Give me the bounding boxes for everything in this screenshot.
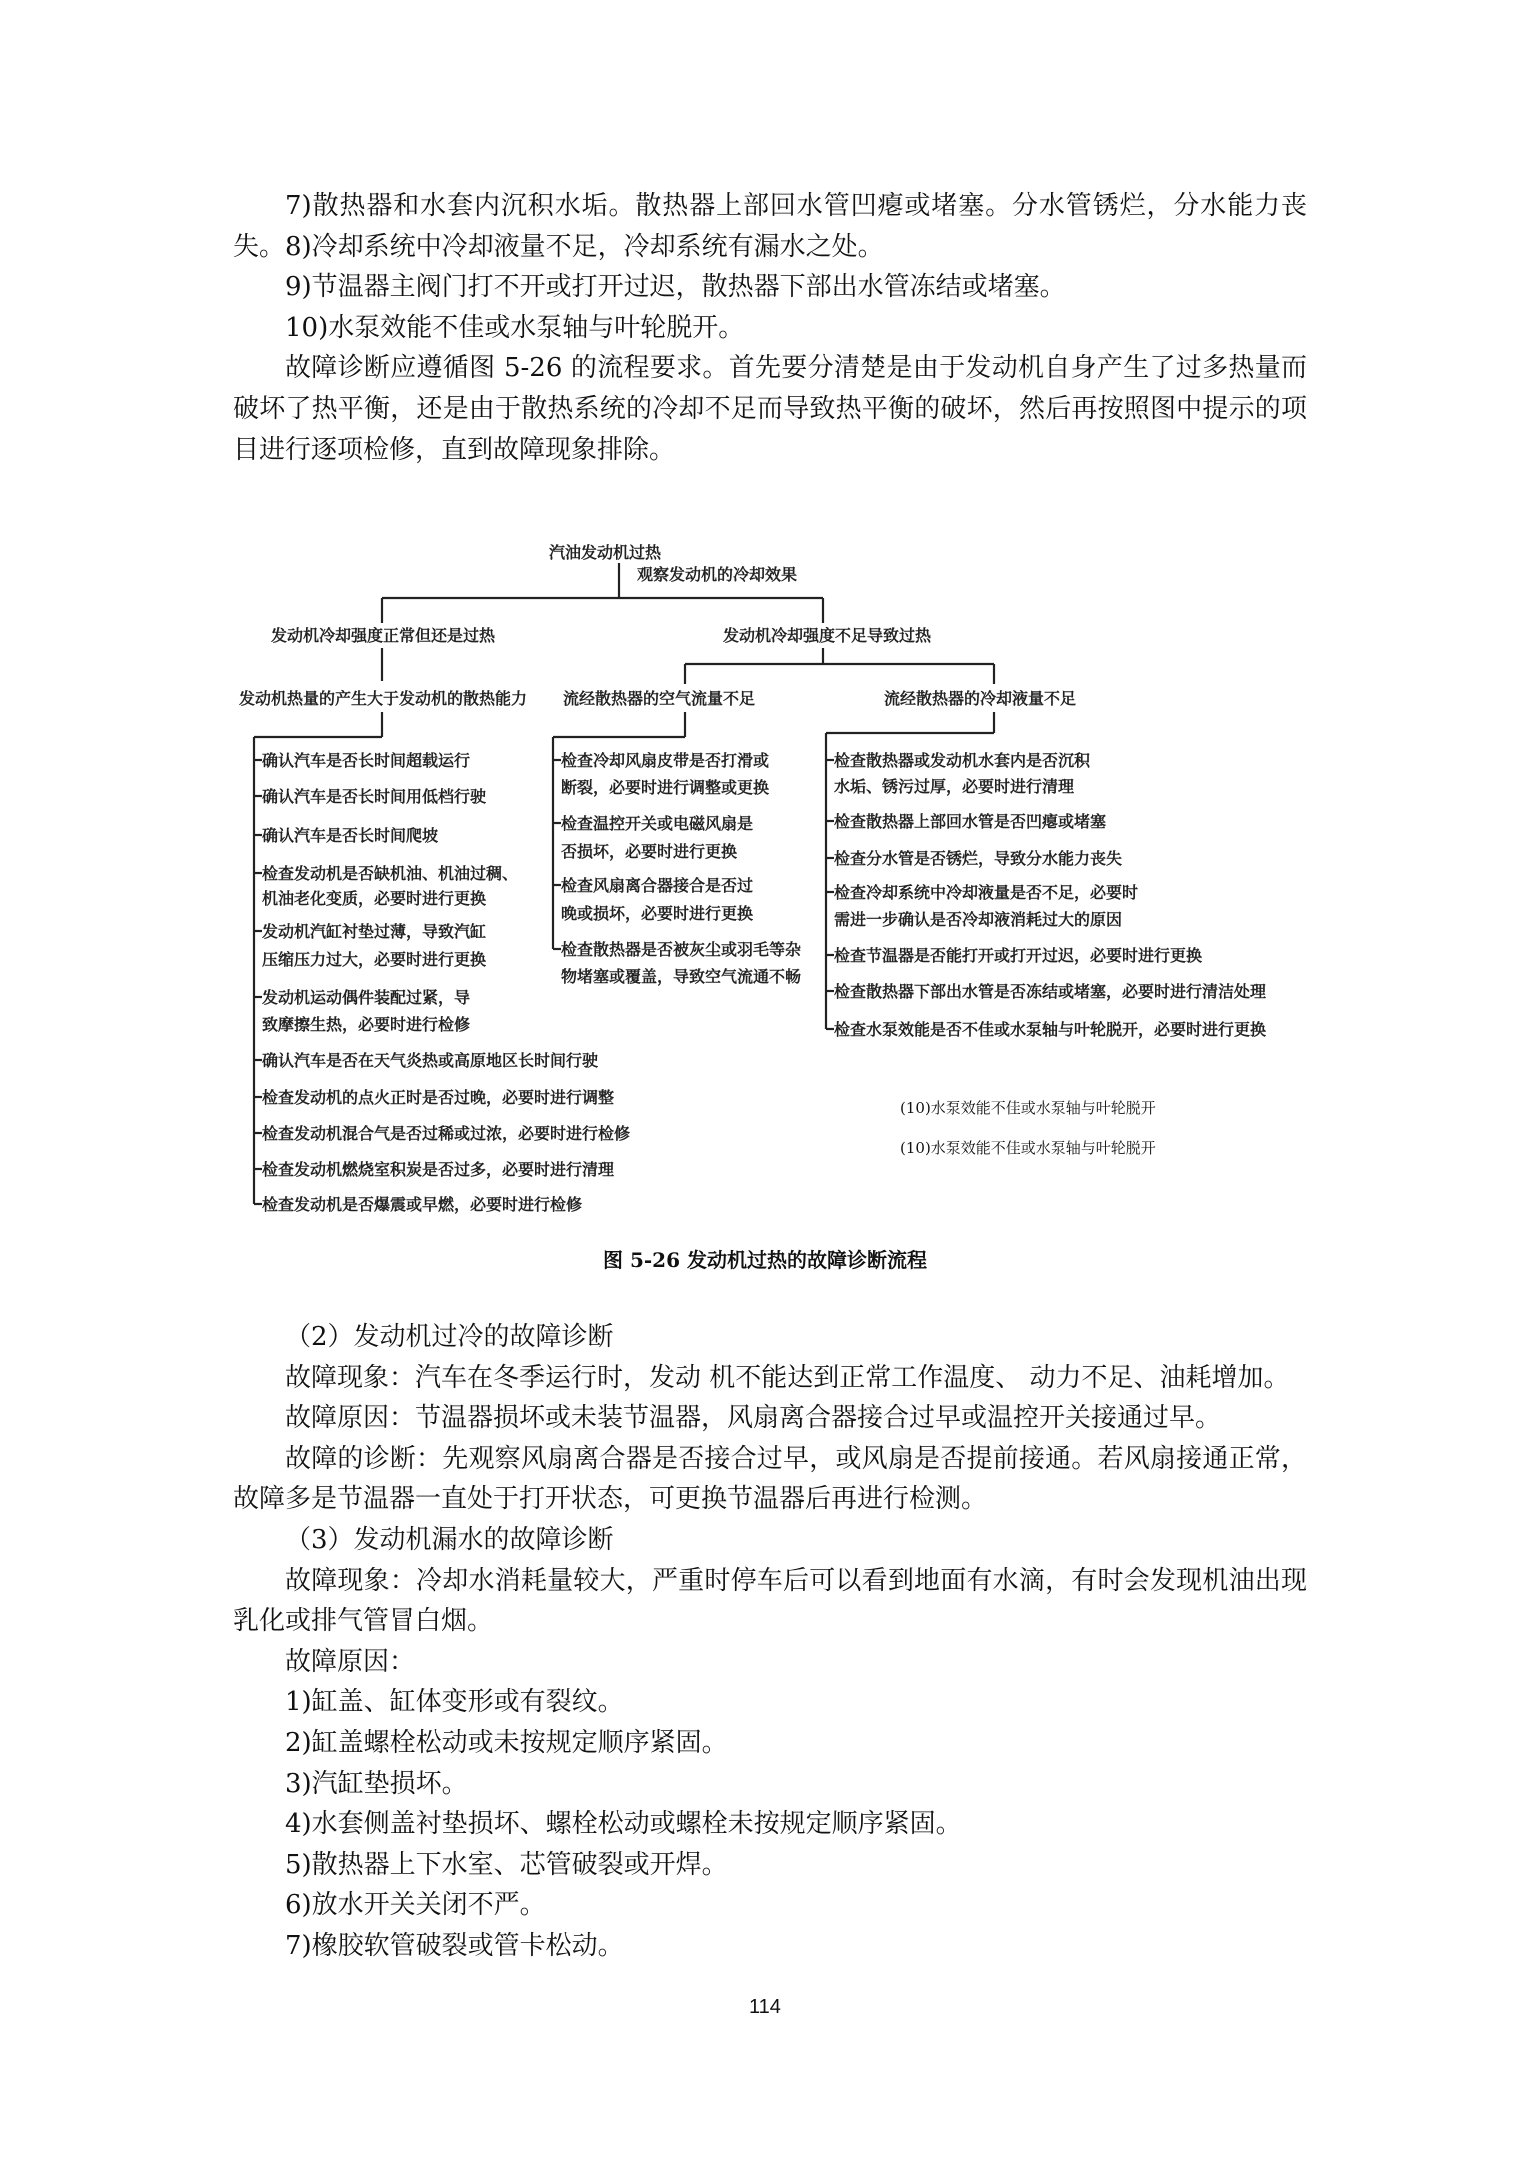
paragraph: 6)放水开关关闭不严。 <box>285 1890 546 1921</box>
paragraph: 故障诊断应遵循图 5-26 的流程要求。首先要分清楚是由于发动机自身产生了过多热量而破坏了热平衡，还是由于散热系统的冷却不足而导致热平衡的破坏，然后再按照图中提示的项目进行逐项检修，直到故障现象排除。 <box>233 353 1307 465</box>
paragraph: （2）发动机过冷的故障诊断 <box>285 1322 614 1352</box>
flow-left-item: 检查发动机的点火正时是否过晚，必要时进行调整 <box>262 1088 615 1107</box>
flow-right-item: 检查分水管是否锈烂，导致分水能力丧失 <box>834 849 1123 868</box>
flow-left-item: 发动机运动偶件装配过紧，导 <box>262 988 471 1007</box>
flow-left-item: 机油老化变质，必要时进行更换 <box>262 889 487 908</box>
paragraph: 故障原因：节温器损坏或未装节温器，风扇离合器接合过早或温控开关接通过早。 <box>285 1403 1222 1434</box>
flow-right-item: 需进一步确认是否冷却液消耗过大的原因 <box>834 910 1123 929</box>
paragraph: 4)水套侧盖衬垫损坏、螺栓松动或螺栓未按规定顺序紧固。 <box>285 1809 962 1840</box>
flow-left-item: 确认汽车是否在天气炎热或高原地区长时间行驶 <box>262 1051 599 1070</box>
flow-middle-item: 检查风扇离合器接合是否过 <box>561 876 754 895</box>
flow-left-item: 发动机汽缸衬垫过薄，导致汽缸 <box>262 922 487 941</box>
overlay-text: (10)水泵效能不佳或水泵轴与叶轮脱开 <box>900 1099 1156 1117</box>
paragraph: 2)缸盖螺栓松动或未按规定顺序紧固。 <box>285 1728 728 1758</box>
paragraph: 故障的诊断：先观察风扇离合器是否接合过早，或风扇是否提前接通。若风扇接通正常，故障多是节温器一直处于打开状态，可更换节温器后再进行检测。 <box>233 1443 1307 1515</box>
flow-middle-sub: 流经散热器的空气流量不足 <box>563 689 756 708</box>
flow-root-node: 汽油发动机过热 <box>549 543 662 562</box>
paragraph: 故障原因： <box>285 1646 416 1677</box>
paragraph: 8)冷却系统中冷却液量不足，冷却系统有漏水之处。 <box>285 231 884 262</box>
flow-left-item: 压缩压力过大，必要时进行更换 <box>262 950 487 969</box>
flow-left-sub: 发动机热量的产生大于发动机的散热能力 <box>239 689 528 708</box>
flow-right-item: 检查冷却系统中冷却液量是否不足，必要时 <box>834 883 1139 902</box>
flow-middle-item: 检查温控开关或电磁风扇是 <box>561 814 754 833</box>
flow-right-item: 检查散热器或发动机水套内是否沉积 <box>834 751 1091 770</box>
flow-left-item: 确认汽车是否长时间超载运行 <box>262 751 471 770</box>
paragraph: 3)汽缸垫损坏。 <box>285 1768 468 1799</box>
flow-right-item: 水垢、锈污过厚，必要时进行清理 <box>834 777 1075 796</box>
flow-left-item: 致摩擦生热，必要时进行检修 <box>262 1015 471 1034</box>
paragraph: 故障现象：汽车在冬季运行时，发动 机不能达到正常工作温度、 动力不足、油耗增加。 <box>285 1362 1290 1393</box>
flow-left-branch: 发动机冷却强度正常但还是过热 <box>271 626 496 645</box>
paragraph: 5)散热器上下水室、芯管破裂或开焊。 <box>285 1849 728 1880</box>
flow-right-item: 检查散热器上部回水管是否凹瘪或堵塞 <box>834 812 1107 831</box>
flow-left-item: 确认汽车是否长时间爬坡 <box>262 826 439 845</box>
flow-left-item: 确认汽车是否长时间用低档行驶 <box>262 787 487 806</box>
paragraph: 7)散热器和水套内沉积水垢。散热器上部回水管凹瘪或堵塞。分水管锈烂，分水能力丧失。 <box>233 191 1307 262</box>
flow-middle-item: 否损坏，必要时进行更换 <box>561 842 738 861</box>
flow-left-item: 检查发动机燃烧室积炭是否过多，必要时进行清理 <box>262 1160 615 1179</box>
paragraph: 7)橡胶软管破裂或管卡松动。 <box>285 1931 624 1961</box>
paragraph: 故障现象：冷却水消耗量较大，严重时停车后可以看到地面有水滴，有时会发现机油出现乳化或排气管冒白烟。 <box>233 1565 1307 1637</box>
paragraph: 10)水泵效能不佳或水泵轴与叶轮脱开。 <box>285 312 745 343</box>
flow-right-item: 检查节温器是否能打开或打开过迟，必要时进行更换 <box>834 946 1203 965</box>
flow-middle-item: 断裂，必要时进行调整或更换 <box>561 778 770 797</box>
flow-middle-item: 检查散热器是否被灰尘或羽毛等杂 <box>561 940 802 959</box>
flow-middle-item: 晚或损坏，必要时进行更换 <box>561 904 754 923</box>
flow-right-sub: 流经散热器的冷却液量不足 <box>884 689 1077 708</box>
overlay-text: (10)水泵效能不佳或水泵轴与叶轮脱开 <box>900 1139 1156 1157</box>
flow-middle-item: 检查冷却风扇皮带是否打滑或 <box>561 751 770 770</box>
paragraph: 1)缸盖、缸体变形或有裂纹。 <box>285 1687 624 1718</box>
flow-right-item: 检查散热器下部出水管是否冻结或堵塞，必要时进行清洁处理 <box>834 982 1267 1001</box>
flow-left-item: 检查发动机是否爆震或早燃，必要时进行检修 <box>262 1195 583 1214</box>
flow-right-branch: 发动机冷却强度不足导致过热 <box>723 626 932 645</box>
flow-left-item: 检查发动机是否缺机油、机油过稠、 <box>262 864 519 883</box>
flow-left-item: 检查发动机混合气是否过稀或过浓，必要时进行检修 <box>262 1124 631 1143</box>
page-number: 114 <box>749 1996 781 2018</box>
flow-middle-item: 物堵塞或覆盖，导致空气流通不畅 <box>561 967 802 986</box>
paragraph: （3）发动机漏水的故障诊断 <box>285 1525 614 1555</box>
flow-root-note: 观察发动机的冷却效果 <box>637 565 798 584</box>
paragraph: 9)节温器主阀门打不开或打开过迟，散热器下部出水管冻结或堵塞。 <box>285 272 1066 303</box>
flow-right-item: 检查水泵效能是否不佳或水泵轴与叶轮脱开，必要时进行更换 <box>834 1020 1267 1039</box>
figure-caption: 图 5-26 发动机过热的故障诊断流程 <box>603 1248 927 1272</box>
